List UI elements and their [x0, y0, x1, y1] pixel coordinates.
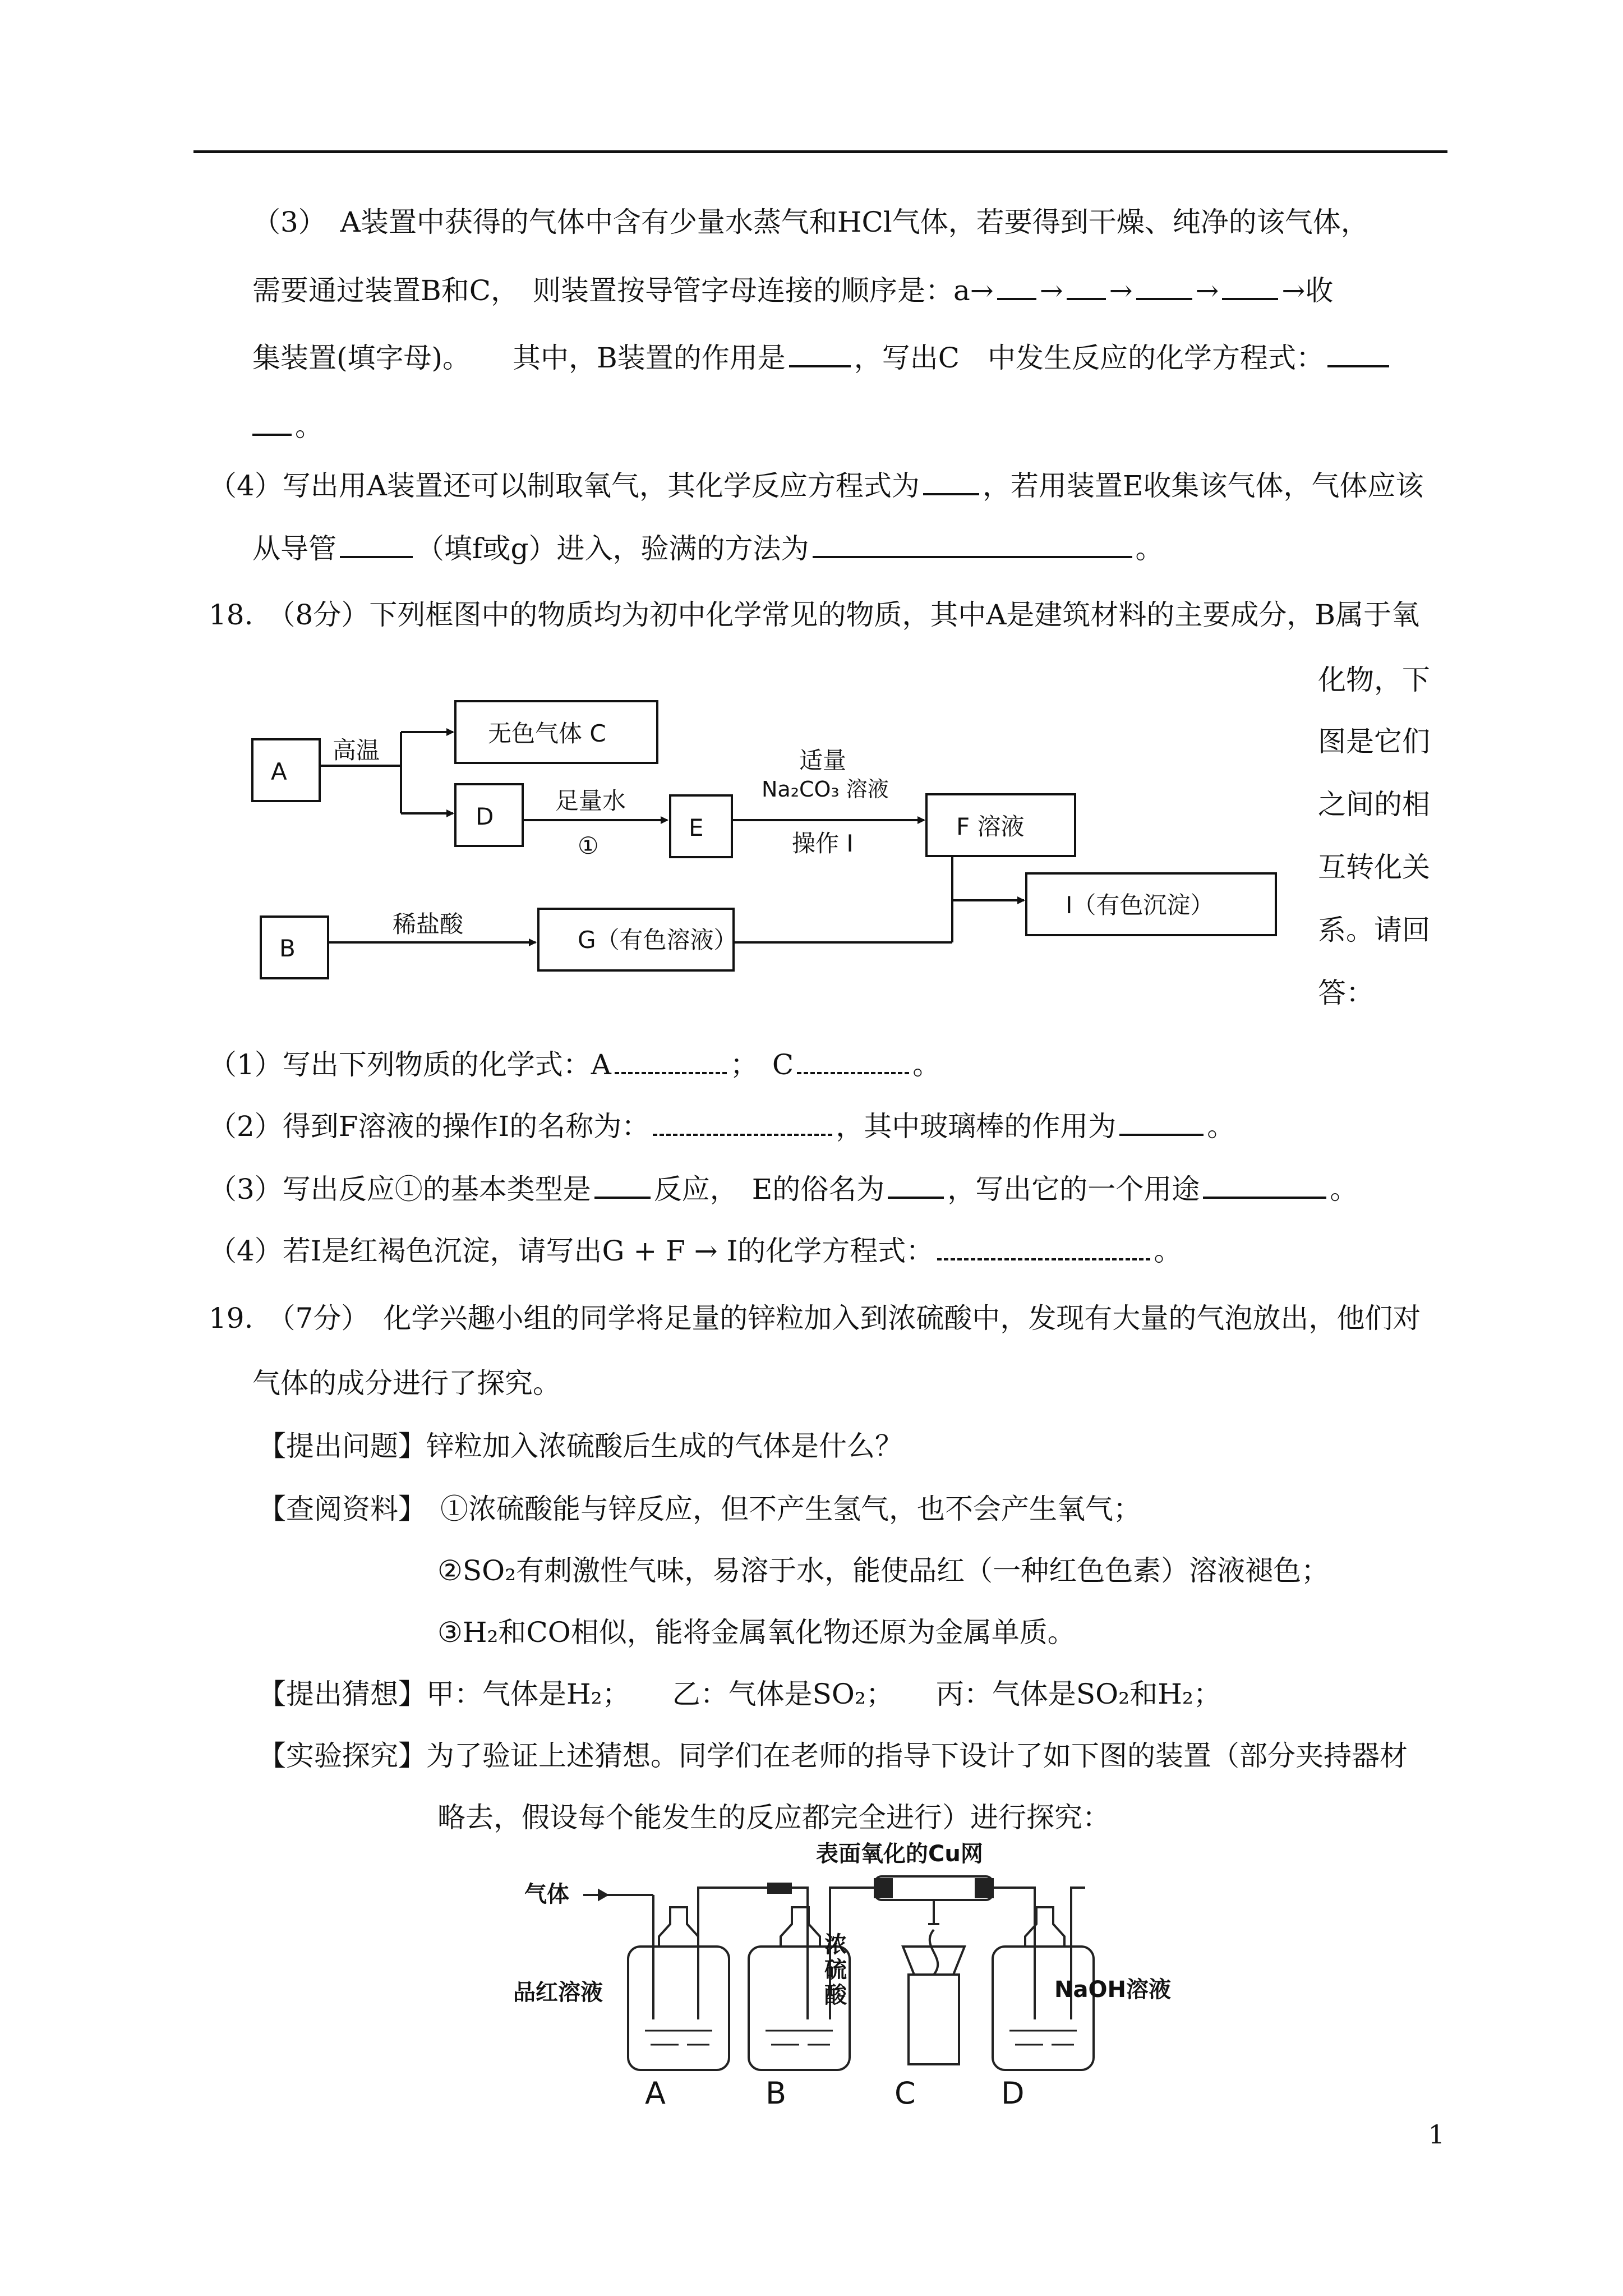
q18-side-1: 化物，下 — [1318, 664, 1430, 696]
box-e-label: E — [689, 814, 704, 841]
label-hcl: 稀盐酸 — [393, 910, 464, 938]
q18-side-5: 系。请回 — [1318, 914, 1430, 946]
label-bottle-d: D — [1001, 2076, 1025, 2111]
label-pinhong: 品红溶液 — [513, 1980, 603, 2005]
q17-p3-line2: 需要通过装置B和C， 则装置按导管字母连接的顺序是：a→ → → → →收 — [252, 274, 1334, 307]
q19-exp2: 略去，假设每个能发生的反应都完全进行）进行探究： — [437, 1801, 1110, 1834]
box-d-label: D — [476, 803, 494, 830]
label-bottle-a: A — [645, 2076, 666, 2111]
bottle-d — [993, 1947, 1094, 2070]
box-c-label: 无色气体 C — [488, 720, 606, 747]
q19-head: 19. （7分） 化学兴趣小组的同学将足量的锌粒加入到浓硫酸中，发现有大量的气泡放出，他们对 — [209, 1302, 1421, 1335]
label-suan: 酸 — [824, 1982, 847, 2008]
q19-guess: 【提出猜想】甲：气体是H₂； 乙：气体是SO₂； 丙：气体是SO₂和H₂； — [258, 1678, 1221, 1710]
q18-head: 18. （8分）下列框图中的物质均为初中化学常见的物质，其中A是建筑材料的主要成分，B属于氧 — [209, 599, 1420, 631]
q19-head2: 气体的成分进行了探究。 — [252, 1367, 561, 1400]
bottle-a — [628, 1947, 729, 2070]
label-liu: 硫 — [824, 1957, 847, 1983]
q18-s1: （1）写出下列物质的化学式：A ； C 。 — [209, 1048, 941, 1081]
q19-exp1: 【实验探究】为了验证上述猜想。同学们在老师的指导下设计了如下图的装置（部分夹持器材 — [258, 1740, 1408, 1772]
q18-side-3: 之间的相 — [1318, 788, 1430, 821]
q19-ask: 【提出问题】锌粒加入浓硫酸后生成的气体是什么？ — [258, 1430, 903, 1462]
box-b-label: B — [279, 935, 296, 962]
q18-s4: （4）若I是红褐色沉淀，请写出G + F → I的化学方程式： 。 — [209, 1235, 1182, 1267]
label-circle1: ① — [578, 832, 599, 859]
q18-s3: （3）写出反应①的基本类型是 反应， E的俗名为 ，写出它的一个用途 。 — [209, 1173, 1358, 1205]
box-f-label: F 溶液 — [956, 813, 1025, 840]
box-a-label: A — [271, 758, 287, 785]
label-bottle-b: B — [766, 2076, 787, 2111]
box-g-label: G（有色溶液） — [578, 926, 737, 954]
label-naoh: NaOH溶液 — [1054, 1977, 1171, 2003]
q18-side-4: 互转化关 — [1318, 851, 1430, 884]
label-cu-mesh: 表面氧化的Cu网 — [816, 1841, 983, 1867]
q18-side-2: 图是它们 — [1318, 725, 1430, 758]
q17-p3-line4: 。 — [252, 409, 323, 443]
label-na-top: 适量 — [799, 747, 847, 774]
label-burner-c: C — [895, 2076, 916, 2111]
q17-p3-line1: （3） A装置中获得的气体中含有少量水蒸气和HCl气体，若要得到干燥、纯净的该气体， — [252, 206, 1369, 238]
label-nong: 浓 — [824, 1932, 847, 1958]
q17-p3-line3: 集装置(填字母)。 其中，B装置的作用是 ，写出C 中发生反应的化学方程式： — [252, 341, 1393, 375]
q19-info2: ②SO₂有刺激性气味，易溶于水，能使品红（一种红色色素）溶液褪色； — [437, 1554, 1330, 1587]
q19-info1: 【查阅资料】 ①浓硫酸能与锌反应，但不产生氢气，也不会产生氧气； — [258, 1493, 1141, 1525]
label-operation: 操作 I — [792, 830, 854, 857]
q19-info3: ③H₂和CO相似，能将金属氧化物还原为金属单质。 — [437, 1616, 1076, 1649]
label-gas: 气体 — [524, 1881, 569, 1907]
q18-s2: （2）得到F溶液的操作Ⅰ的名称为： ，其中玻璃棒的作用为 。 — [209, 1110, 1235, 1143]
box-i-label: I（有色沉淀） — [1066, 891, 1214, 919]
q18-side-6: 答： — [1318, 977, 1374, 1009]
label-na-chem: Na₂CO₃ 溶液 — [762, 777, 889, 802]
q17-p4-line2: 从导管 （填f或g）进入，验满的方法为 。 — [252, 532, 1164, 565]
q17-p4-line1: （4）写出用A装置还可以制取氧气，其化学反应方程式为 ，若用装置E收集该气体，气体应该 — [209, 470, 1424, 502]
page-number: 1 — [1428, 2119, 1445, 2150]
label-water: 足量水 — [555, 787, 626, 815]
label-gaowen: 高温 — [333, 737, 380, 764]
